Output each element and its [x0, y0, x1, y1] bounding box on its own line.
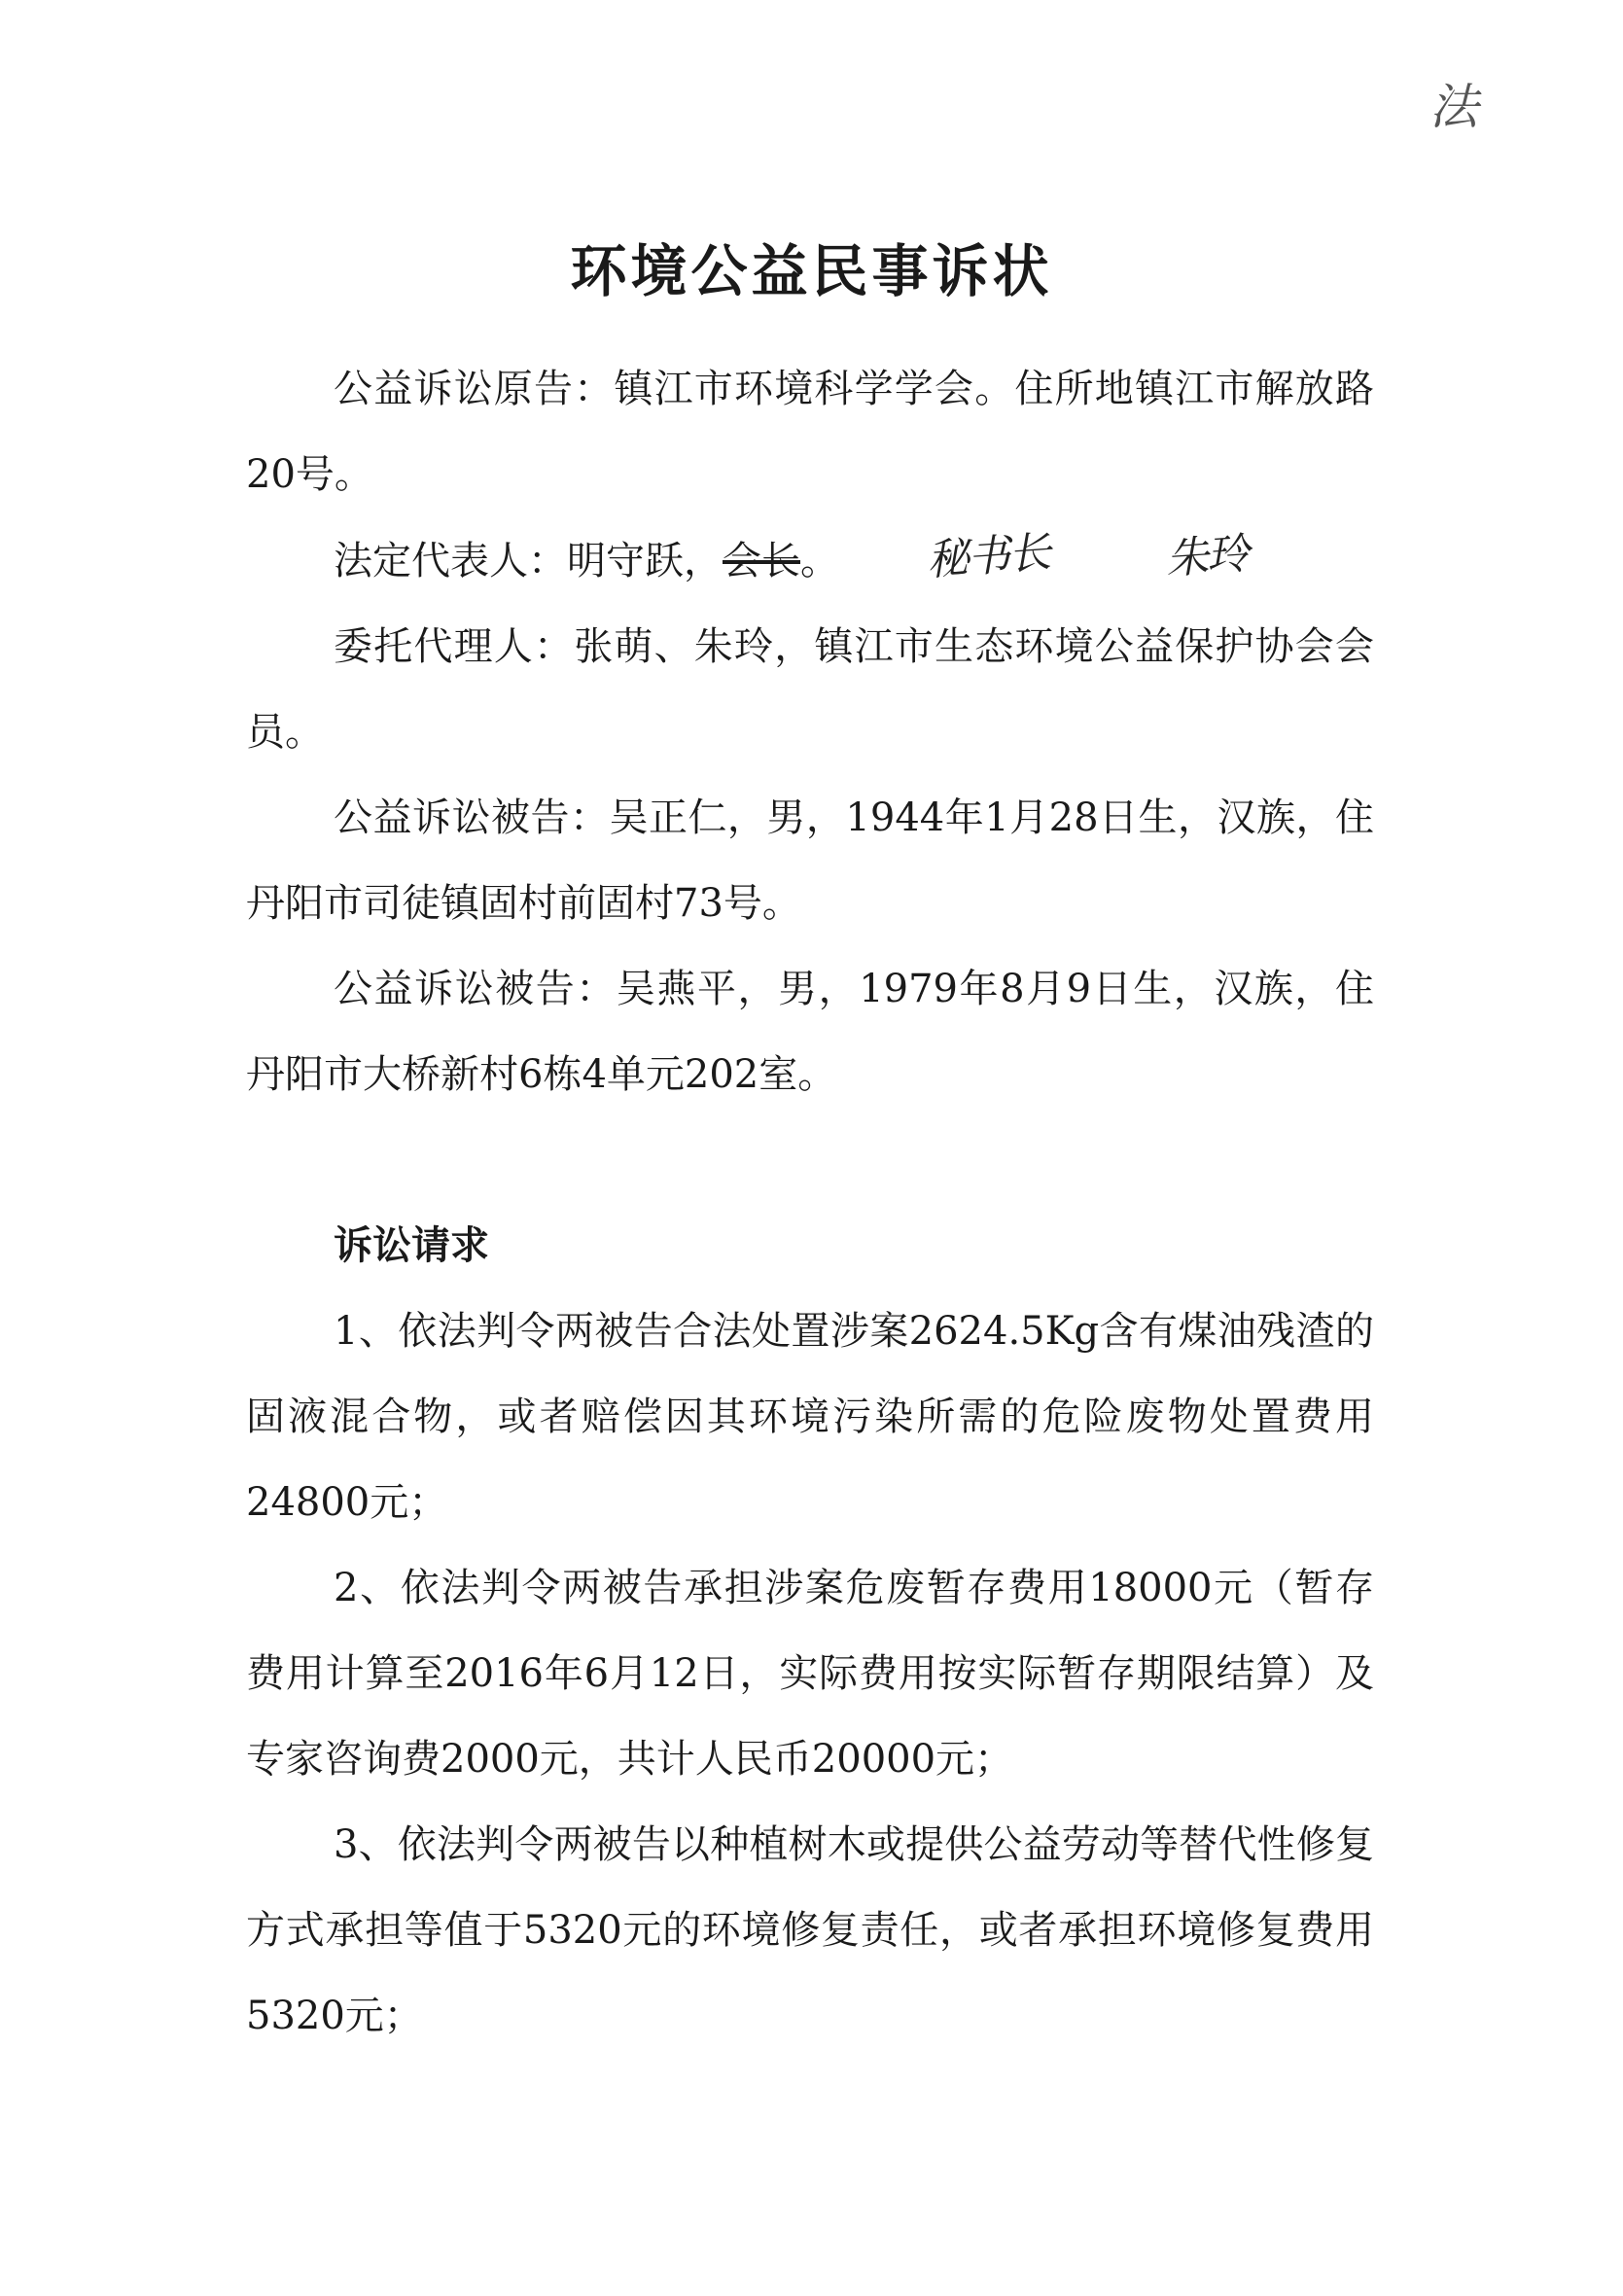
defendant-2-paragraph: 公益诉讼被告：吴燕平，男，1979年8月9日生，汉族，住丹阳市大桥新村6栋4单元202室。 [246, 967, 1374, 1097]
handwritten-corner-mark: 法 [1429, 79, 1480, 135]
claim-item: 3、依法判令两被告以种植树木或提供公益劳动等替代性修复方式承担等值于5320元的环境修复责任，或者承担环境修复费用5320元； [246, 1822, 1374, 2038]
rep-prefix: 法定代表人：明守跃， [334, 539, 723, 583]
rep-suffix: 。 [800, 539, 839, 583]
document-title: 环境公益民事诉状 [570, 238, 1053, 304]
struck-title: 会长 [723, 539, 800, 583]
document-body [246, 346, 1374, 2059]
defendant-1-paragraph: 公益诉讼被告：吴正仁，男，1944年1月28日生，汉族，住丹阳市司徒镇固村前固村73号。 [246, 795, 1374, 926]
plaintiff-paragraph: 公益诉讼原告：镇江市环境科学学会。住所地镇江市解放路20号。 [246, 367, 1374, 497]
agents-paragraph: 委托代理人：张萌、朱玲，镇江市生态环境公益保护协会会员。 [246, 624, 1374, 755]
legal-representative-paragraph [246, 517, 1374, 604]
handwritten-signature-1: 秘书长 [925, 527, 1051, 586]
claims-heading: 诉讼请求 [334, 1222, 489, 1268]
claim-item: 1、依法判令两被告合法处置涉案2624.5Kg含有煤油残渣的固液混合物，或者赔偿因其环境污染所需的危险废物处置费用24800元； [246, 1309, 1374, 1525]
claim-item: 2、依法判令两被告承担涉案危废暂存费用18000元（暂存费用计算至2016年6月12日，实际费用按实际暂存期限结算）及专家咨询费2000元，共计人民币20000元； [246, 1566, 1374, 1782]
handwritten-signature-2: 朱玲 [1164, 528, 1250, 584]
